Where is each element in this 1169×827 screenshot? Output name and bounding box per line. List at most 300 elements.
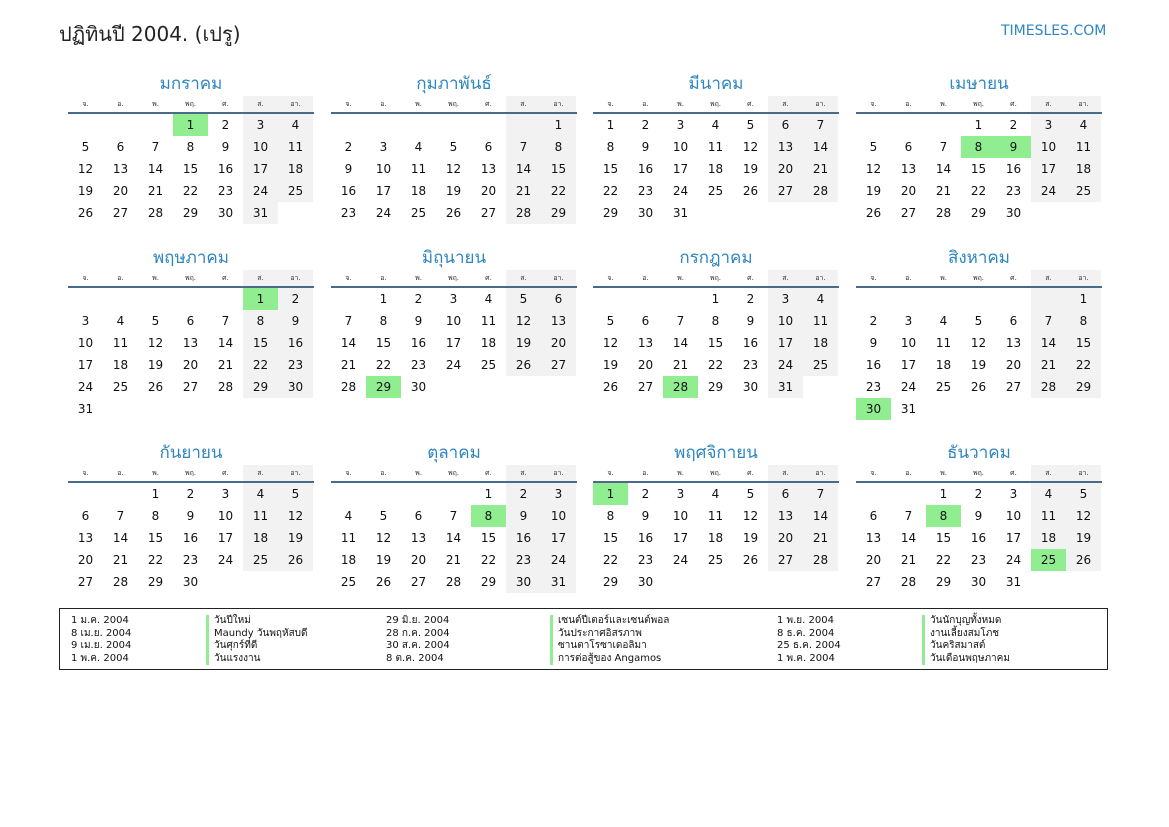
calendar-day: 17 [541, 527, 576, 549]
weekday-label: พ. [415, 469, 422, 477]
holiday-date: 8 เม.ย. 2004 [71, 627, 132, 639]
empty-day [856, 483, 891, 505]
calendar-day: 20 [865, 553, 882, 567]
weekday-label: อ. [905, 274, 912, 282]
calendar-day: 3 [81, 314, 90, 328]
weekday-label: อา. [1066, 96, 1101, 112]
holiday-dates-col-3 [777, 615, 841, 665]
empty-day [1031, 288, 1066, 310]
weekday-header [331, 270, 577, 288]
weekday-label: อ. [380, 469, 387, 477]
day-grid [68, 114, 314, 224]
calendar-day: 8 [243, 310, 278, 332]
calendar-day: 16 [506, 527, 541, 549]
weekday-label: จ. [870, 274, 877, 282]
weekday-label: ศ. [222, 274, 229, 282]
calendar-day: 22 [602, 184, 619, 198]
calendar-day: 28 [147, 206, 164, 220]
calendar-day: 19 [147, 358, 164, 372]
calendar-day: 27 [768, 549, 803, 571]
calendar-day: 20 [182, 358, 199, 372]
calendar-day: 20 [900, 184, 917, 198]
day-grid [68, 288, 314, 420]
calendar-day: 16 [970, 531, 987, 545]
weekday-label: จ. [82, 100, 89, 108]
calendar-day: 6 [904, 140, 913, 154]
weekday-label: ศ. [1010, 274, 1017, 282]
weekday-label: พฤ. [184, 100, 197, 108]
calendar-day: 24 [243, 180, 278, 202]
calendar-day: 14 [935, 162, 952, 176]
weekday-header [856, 270, 1102, 288]
calendar-day: 10 [768, 310, 803, 332]
calendar-day: 12 [506, 310, 541, 332]
calendar-day: 6 [541, 288, 576, 310]
calendar-day: 22 [970, 184, 987, 198]
empty-day [663, 288, 698, 310]
calendar-day: 12 [445, 162, 462, 176]
calendar-day: 14 [147, 162, 164, 176]
calendar-day: 9 [186, 509, 195, 523]
calendar-day: 12 [602, 336, 619, 350]
weekday-label: จ. [345, 100, 352, 108]
calendar-day: 15 [541, 158, 576, 180]
calendar-day: 19 [375, 553, 392, 567]
calendar-day: 10 [672, 140, 689, 154]
calendar-day: 29 [1066, 376, 1101, 398]
day-grid [856, 483, 1102, 593]
weekday-label: จ. [607, 274, 614, 282]
holiday-names-col-3 [922, 615, 1010, 665]
calendar-day: 25 [935, 380, 952, 394]
calendar-day: 21 [217, 358, 234, 372]
calendar-day: 17 [672, 162, 689, 176]
calendar-day: 14 [217, 336, 234, 350]
holiday-date: 8 ธ.ค. 2004 [777, 627, 835, 639]
calendar-day: 12 [147, 336, 164, 350]
month-name: มกราคม [159, 74, 223, 94]
holiday-name: วันนักบุญทั้งหมด [922, 615, 1010, 628]
weekday-header [593, 96, 839, 114]
calendar-day: 28 [217, 380, 234, 394]
calendar-day: 2 [746, 292, 755, 306]
holiday-day: 9 [996, 136, 1031, 158]
calendar-day: 7 [506, 136, 541, 158]
weekday-label: ส. [243, 96, 278, 112]
calendar-day: 31 [77, 402, 94, 416]
holiday-name: วันเดือนพฤษภาคม [922, 653, 1010, 666]
calendar-day: 18 [707, 531, 724, 545]
empty-day [891, 483, 926, 505]
weekday-header [68, 270, 314, 288]
holiday-day: 1 [593, 483, 628, 505]
month-name: ธันวาคม [947, 443, 1011, 463]
calendar-day: 11 [112, 336, 129, 350]
calendar-day: 27 [112, 206, 129, 220]
calendar-day: 5 [746, 487, 755, 501]
calendar-day: 30 [1005, 206, 1022, 220]
calendar-day: 30 [637, 206, 654, 220]
calendar-day: 27 [768, 180, 803, 202]
calendar-day: 22 [707, 358, 724, 372]
calendar-day: 12 [742, 140, 759, 154]
calendar-day: 18 [278, 158, 313, 180]
calendar-day: 11 [278, 136, 313, 158]
calendar-day: 16 [182, 531, 199, 545]
weekday-label: พฤ. [184, 469, 197, 477]
site-link[interactable]: TIMESLES.COM [1001, 23, 1107, 39]
calendar-day: 5 [278, 483, 313, 505]
empty-day [68, 114, 103, 136]
calendar-day: 8 [606, 509, 615, 523]
calendar-day: 7 [803, 114, 838, 136]
calendar-day: 24 [672, 553, 689, 567]
calendar-day: 2 [414, 292, 423, 306]
calendar-day: 20 [768, 158, 803, 180]
calendar-day: 22 [182, 184, 199, 198]
empty-day [331, 114, 366, 136]
calendar-day: 25 [112, 380, 129, 394]
calendar-day: 4 [278, 114, 313, 136]
calendar-day: 13 [1005, 336, 1022, 350]
weekday-label: ส. [1031, 270, 1066, 286]
weekday-label: ศ. [485, 274, 492, 282]
weekday-label: พ. [415, 100, 422, 108]
empty-day [856, 114, 891, 136]
weekday-label: อา. [541, 270, 576, 286]
calendar-day: 23 [340, 206, 357, 220]
month-block [856, 246, 1102, 420]
day-grid [856, 288, 1102, 420]
holiday-name: การต่อสู้ของ Angamos [550, 653, 669, 666]
weekday-label: ศ. [222, 469, 229, 477]
calendar-day: 15 [375, 336, 392, 350]
calendar-day: 24 [445, 358, 462, 372]
calendar-day: 7 [449, 509, 458, 523]
calendar-day: 7 [116, 509, 125, 523]
weekday-label: อ. [905, 469, 912, 477]
weekday-header [593, 465, 839, 483]
calendar-day: 23 [1005, 184, 1022, 198]
weekday-label: ส. [243, 465, 278, 481]
empty-day [331, 483, 366, 505]
calendar-day: 1 [379, 292, 388, 306]
weekday-label: ศ. [747, 469, 754, 477]
month-block [68, 72, 314, 224]
calendar-day: 26 [278, 549, 313, 571]
calendar-day: 2 [641, 487, 650, 501]
calendar-day: 21 [935, 184, 952, 198]
calendar-day: 4 [1031, 483, 1066, 505]
calendar-day: 15 [602, 531, 619, 545]
calendar-day: 18 [340, 553, 357, 567]
calendar-day: 27 [637, 380, 654, 394]
weekday-label: จ. [345, 274, 352, 282]
calendar-day: 4 [711, 487, 720, 501]
calendar-day: 19 [742, 531, 759, 545]
calendar-day: 23 [637, 553, 654, 567]
calendar-day: 22 [243, 354, 278, 376]
month-name: พฤษภาคม [152, 248, 230, 268]
holiday-names-col-2 [550, 615, 669, 665]
calendar-day: 29 [480, 575, 497, 589]
day-grid [593, 288, 839, 398]
day-grid [593, 483, 839, 593]
month-block [68, 441, 314, 593]
weekday-label: พ. [415, 274, 422, 282]
calendar-day: 27 [865, 575, 882, 589]
holiday-day: 28 [663, 376, 698, 398]
month-name: กรกฎาคม [679, 248, 753, 268]
calendar-day: 19 [77, 184, 94, 198]
calendar-day: 17 [768, 332, 803, 354]
calendar-day: 4 [243, 483, 278, 505]
weekday-label: พฤ. [972, 274, 985, 282]
holiday-day: 1 [243, 288, 278, 310]
empty-day [401, 483, 436, 505]
calendar-day: 17 [375, 184, 392, 198]
empty-day [891, 114, 926, 136]
weekday-label: ส. [506, 270, 541, 286]
calendar-day: 3 [1009, 487, 1018, 501]
empty-day [331, 288, 366, 310]
calendar-day: 2 [221, 118, 230, 132]
calendar-day: 16 [637, 531, 654, 545]
calendar-day: 1 [541, 114, 576, 136]
weekday-label: พ. [940, 469, 947, 477]
calendar-day: 1 [1066, 288, 1101, 310]
calendar-day: 6 [641, 314, 650, 328]
month-block [856, 441, 1102, 593]
weekday-label: พฤ. [184, 274, 197, 282]
calendar-day: 26 [147, 380, 164, 394]
calendar-day: 26 [602, 380, 619, 394]
calendar-day: 9 [221, 140, 230, 154]
weekday-label: พ. [677, 469, 684, 477]
calendar-day: 27 [541, 354, 576, 376]
calendar-day: 24 [1031, 180, 1066, 202]
calendar-day: 18 [410, 184, 427, 198]
calendar-day: 26 [445, 206, 462, 220]
month-name: มิถุนายน [421, 248, 487, 268]
empty-day [856, 288, 891, 310]
calendar-day: 31 [672, 206, 689, 220]
calendar-day: 7 [939, 140, 948, 154]
calendar-day: 29 [147, 575, 164, 589]
calendar-day: 21 [506, 180, 541, 202]
calendar-day: 22 [375, 358, 392, 372]
calendar-day: 5 [606, 314, 615, 328]
calendar-day: 6 [768, 483, 803, 505]
holiday-name: วันประกาศอิสรภาพ [550, 628, 669, 641]
empty-day [471, 114, 506, 136]
weekday-label: อ. [117, 100, 124, 108]
calendar-day: 4 [939, 314, 948, 328]
calendar-day: 16 [1005, 162, 1022, 176]
calendar-day: 27 [480, 206, 497, 220]
calendar-day: 23 [278, 354, 313, 376]
calendar-day: 23 [742, 358, 759, 372]
calendar-day: 2 [186, 487, 195, 501]
calendar-day: 4 [414, 140, 423, 154]
calendar-day: 28 [935, 206, 952, 220]
calendar-day: 11 [1031, 505, 1066, 527]
calendar-day: 7 [151, 140, 160, 154]
weekday-header [331, 96, 577, 114]
holiday-name: วันศุกร์ที่ดี [206, 640, 308, 653]
calendar-day: 30 [506, 571, 541, 593]
holiday-day: 8 [961, 136, 996, 158]
empty-day [961, 288, 996, 310]
calendar-day: 8 [606, 140, 615, 154]
calendar-day: 3 [768, 288, 803, 310]
month-block [856, 72, 1102, 224]
weekday-label: พ. [940, 100, 947, 108]
calendar-day: 13 [768, 505, 803, 527]
empty-day [593, 288, 628, 310]
calendar-day: 8 [379, 314, 388, 328]
calendar-day: 30 [637, 575, 654, 589]
calendar-day: 13 [768, 136, 803, 158]
calendar-day: 22 [480, 553, 497, 567]
weekday-label: ศ. [222, 100, 229, 108]
calendar-day: 26 [742, 553, 759, 567]
weekday-label: ส. [243, 270, 278, 286]
calendar-day: 25 [1066, 180, 1101, 202]
calendar-day: 25 [707, 553, 724, 567]
calendar-day: 26 [1066, 549, 1101, 571]
empty-day [103, 114, 138, 136]
weekday-label: อา. [541, 96, 576, 112]
calendar-day: 3 [676, 487, 685, 501]
calendar-day: 23 [506, 549, 541, 571]
month-name: มีนาคม [688, 74, 744, 94]
calendar-day: 17 [900, 358, 917, 372]
calendar-day: 29 [243, 376, 278, 398]
holiday-date: 8 ต.ค. 2004 [386, 652, 444, 664]
calendar-day: 10 [375, 162, 392, 176]
weekday-label: พ. [677, 274, 684, 282]
weekday-label: อ. [380, 274, 387, 282]
calendar-day: 25 [803, 354, 838, 376]
holiday-day: 8 [471, 505, 506, 527]
calendar-day: 21 [803, 527, 838, 549]
calendar-day: 25 [410, 206, 427, 220]
month-block [331, 441, 577, 593]
holiday-date: 1 พ.ค. 2004 [71, 652, 129, 664]
holiday-dates-col-1 [71, 615, 131, 665]
calendar-day: 10 [445, 314, 462, 328]
empty-day [891, 288, 926, 310]
calendar-day: 2 [869, 314, 878, 328]
weekday-label: พ. [152, 469, 159, 477]
calendar-day: 9 [278, 310, 313, 332]
calendar-day: 22 [602, 553, 619, 567]
calendar-day: 14 [900, 531, 917, 545]
calendar-day: 13 [480, 162, 497, 176]
calendar-day: 19 [602, 358, 619, 372]
calendar-day: 2 [641, 118, 650, 132]
calendar-day: 26 [865, 206, 882, 220]
calendar-day: 3 [676, 118, 685, 132]
calendar-day: 12 [742, 509, 759, 523]
calendar-day: 17 [445, 336, 462, 350]
weekday-label: พฤ. [709, 100, 722, 108]
calendar-day: 29 [541, 202, 576, 224]
weekday-label: จ. [607, 100, 614, 108]
calendar-day: 2 [506, 483, 541, 505]
month-name: กุมภาพันธ์ [416, 74, 492, 94]
calendar-day: 10 [672, 509, 689, 523]
calendar-day: 11 [410, 162, 427, 176]
calendar-day: 11 [480, 314, 497, 328]
calendar-day: 1 [939, 487, 948, 501]
calendar-day: 19 [506, 332, 541, 354]
month-block [593, 246, 839, 398]
calendar-day: 30 [278, 376, 313, 398]
calendar-day: 11 [243, 505, 278, 527]
calendar-day: 1 [151, 487, 160, 501]
calendar-day: 28 [1031, 376, 1066, 398]
weekday-header [68, 96, 314, 114]
calendar-day: 11 [707, 140, 724, 154]
calendar-day: 2 [974, 487, 983, 501]
weekday-label: จ. [870, 100, 877, 108]
calendar-day: 16 [278, 332, 313, 354]
calendar-day: 15 [602, 162, 619, 176]
calendar-day: 16 [742, 336, 759, 350]
calendar-day: 28 [340, 380, 357, 394]
calendar-day: 16 [410, 336, 427, 350]
calendar-day: 20 [77, 553, 94, 567]
weekday-label: อา. [278, 96, 313, 112]
empty-day [996, 288, 1031, 310]
calendar-day: 18 [935, 358, 952, 372]
weekday-label: จ. [607, 469, 614, 477]
weekday-label: พฤ. [972, 100, 985, 108]
holiday-name: วันคริสมาสต์ [922, 640, 1010, 653]
calendar-day: 29 [935, 575, 952, 589]
calendar-day: 6 [768, 114, 803, 136]
calendar-day: 12 [77, 162, 94, 176]
calendar-day: 6 [186, 314, 195, 328]
calendar-day: 30 [410, 380, 427, 394]
weekday-label: อ. [642, 100, 649, 108]
calendar-day: 13 [637, 336, 654, 350]
calendar-day: 11 [340, 531, 357, 545]
calendar-day: 24 [375, 206, 392, 220]
calendar-day: 29 [602, 575, 619, 589]
calendar-day: 27 [77, 575, 94, 589]
calendar-day: 15 [1066, 332, 1101, 354]
holiday-name: งานเลี้ยงสมโภช [922, 628, 1010, 641]
holiday-name: เซนต์ปีเตอร์และเซนต์พอล [550, 615, 669, 628]
calendar-day: 5 [81, 140, 90, 154]
calendar-day: 26 [375, 575, 392, 589]
calendar-day: 3 [1031, 114, 1066, 136]
calendar-day: 21 [803, 158, 838, 180]
calendar-day: 21 [1031, 354, 1066, 376]
month-block [593, 72, 839, 224]
calendar-day: 11 [803, 310, 838, 332]
calendar-day: 27 [900, 206, 917, 220]
calendar-day: 14 [340, 336, 357, 350]
weekday-label: ศ. [747, 100, 754, 108]
calendar-day: 21 [147, 184, 164, 198]
empty-day [506, 114, 541, 136]
holiday-name: วันปีใหม่ [206, 615, 308, 628]
calendar-day: 13 [865, 531, 882, 545]
